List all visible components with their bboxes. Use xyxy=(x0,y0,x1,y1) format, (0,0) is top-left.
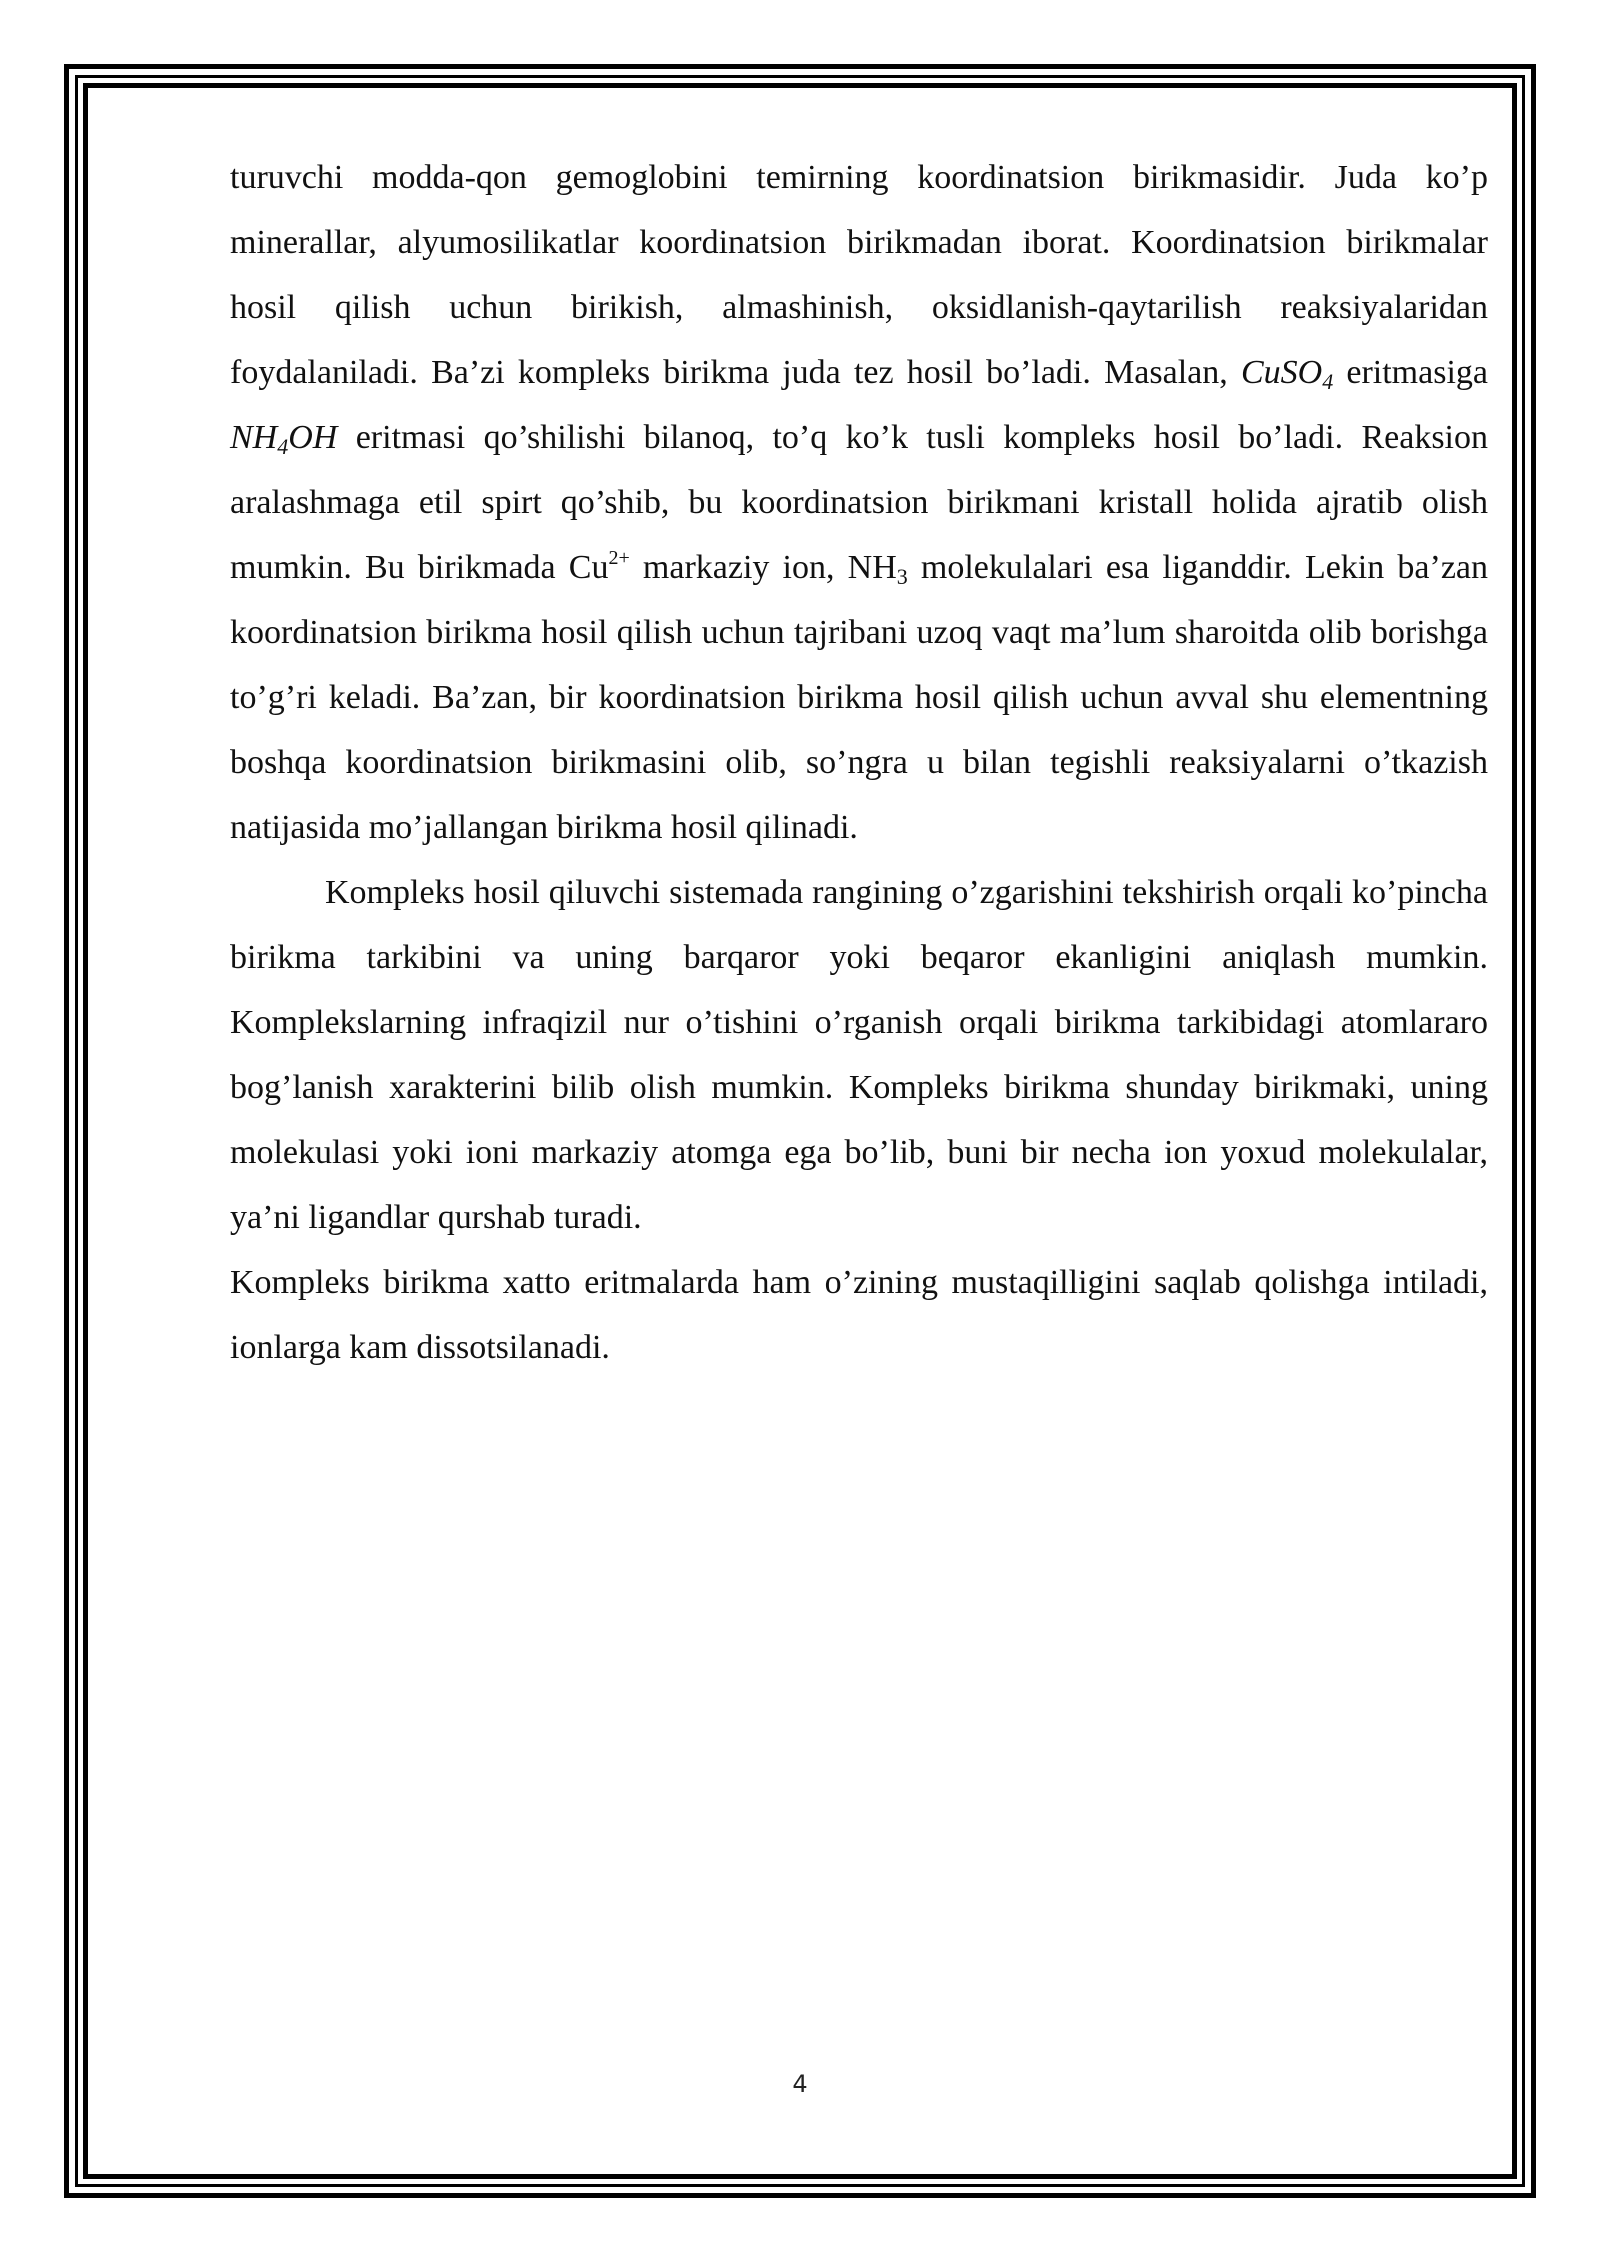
paragraph-1-text-a: turuvchi modda-qon gemoglobini temirning koordinatsion birikmasidir. Juda ko’p minerallar, alyumosilikatlar koordinatsion birikmadan iborat. Koordinatsion birikmalar hosil qilish uchun birikish, almashinish, oksidlanish-qaytarilish reaksiyalaridan foydalaniladi. Ba’zi kompleks birikma juda tez hosil bo’ladi. Masalan, xyxy=(230,159,1488,391)
page-number: 4 xyxy=(792,2070,808,2098)
paragraph-3: Kompleks birikma xatto eritmalarda ham o’zining mustaqilligini saqlab qolishga intiladi, ionlarga kam dissotsilanadi. xyxy=(230,1264,1488,1366)
paragraph-1-text-e: molekulalari esa liganddir. Lekin ba’zan koordinatsion birikma hosil qilish uchun tajribani uzoq vaqt ma’lum sharoitda olib borishga to’g’ri keladi. Ba’zan, bir koordinatsion birikma hosil qilish uchun avval shu elementning boshqa koordinatsion birikmasini olib, so’ngra u bilan tegishli reaksiyalarni o’tkazish natijasida mo’jallangan birikma hosil qilinadi. xyxy=(230,549,1488,846)
nh3-subscript: 3 xyxy=(896,564,908,589)
document-body xyxy=(230,145,1488,1380)
formula-nh4oh-tail: OH xyxy=(288,419,338,456)
paragraph-1 xyxy=(230,145,1488,860)
formula-nh4oh xyxy=(230,419,338,459)
formula-nh4oh-main: NH xyxy=(230,419,278,456)
formula-cuso4-main: CuSO xyxy=(1240,354,1323,391)
formula-nh4oh-subscript: 4 xyxy=(277,434,289,459)
formula-cuso4 xyxy=(1240,354,1334,394)
paragraph-2: Kompleks hosil qiluvchi sistemada rangining o’zgarishini tekshirish orqali ko’pincha birikma tarkibini va uning barqaror yoki beqaror ekanligini aniqlash mumkin. Komplekslarning infraqizil nur o’tishini o’rganish orqali birikma tarkibidagi atomlararo bog’lanish xarakterini bilib olish mumkin. Kompleks birikma shunday birikmaki, uning molekulasi yoki ioni markaziy atomga ega bo’lib, buni bir necha ion yoxud molekulalar, ya’ni ligandlar qurshab turadi. xyxy=(230,874,1488,1236)
paragraph-1-text-d: markaziy ion, NH xyxy=(629,549,897,586)
paragraph-1-text-b: eritmasiga xyxy=(1333,354,1488,391)
cu-charge-superscript: 2+ xyxy=(608,547,630,569)
formula-cuso4-subscript: 4 xyxy=(1322,369,1334,394)
paragraph-1-text-c: eritmasi qo’shilishi bilanoq, to’q ko’k tusli kompleks hosil bo’ladi. Reaksion aralashmaga etil spirt qo’shib, bu koordinatsion birikmani kristall holida ajratib olish mumkin. Bu birikmada Cu xyxy=(230,419,1488,586)
